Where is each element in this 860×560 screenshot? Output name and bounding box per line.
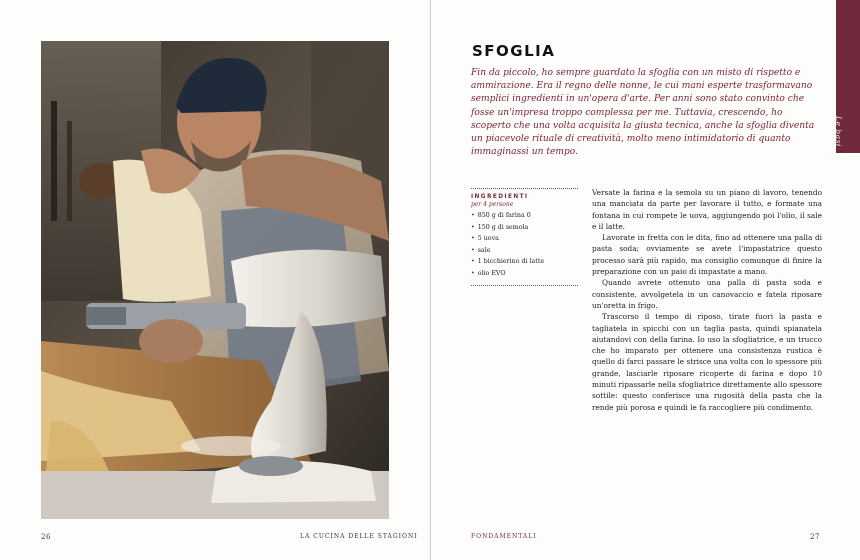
section-tab-label: Le basi — [834, 116, 843, 147]
ingredients-box — [471, 188, 578, 286]
photo-illustration — [41, 41, 389, 519]
method-paragraph: Quando avrete ottenuto una palla di pasta soda e consistente, avvolgetela in un canovaccio e fatela riposare un'oretta in frigo. — [592, 278, 822, 310]
method-paragraph: Versate la farina e la semola su un piano di lavoro, tenendo una manciata da parte per lavorare il tutto, e formate una fontana in cui rompete le uova, aggiungendo poi l'olio, il sale e il latte. — [592, 188, 822, 231]
left-running-title: LA CUCINA DELLE STAGIONI — [300, 533, 418, 540]
pasta-photo — [41, 41, 389, 519]
ingredient-item: • 1 bicchierino di latte — [471, 256, 578, 268]
ingredients-list — [471, 210, 578, 280]
ingredient-item: • 150 g di semola — [471, 222, 578, 234]
recipe-heading: SFOGLIA — [472, 42, 556, 60]
right-section-title: FONDAMENTALI — [471, 533, 537, 540]
ingredients-title: INGREDIENTI — [471, 194, 529, 200]
method-paragraph: Trascorso il tempo di riposo, tirate fuori la pasta e tagliatela in spicchi con un taglia pasta, quindi spianatela aiutandovi con della farina. Io uso la sfogliatrice, e un trucco che ho imparato per ottenere una consistenza rustica è quello di farci passare le strisce una volta con lo spessore più grande, lasciarle riposare ricoperte di farina e dopo 10 minuti ripassarle nella sfogliatrice direttamente allo spessore sottile: questo conferisce una rugosità della pasta che la rende più porosa e quindi le fa raccogliere più condimento. — [592, 312, 822, 412]
recipe-intro: Fin da piccolo, ho sempre guardato la sfoglia con un misto di rispetto e ammirazione. Era il regno delle nonne, le cui mani esperte trasformavano semplici ingredienti in un'opera d'arte. Per anni sono stato convinto che fosse un'impresa troppo complessa per me. Tuttavia, crescendo, ho scoperto che una volta acquisita la giusta tecnica, anche la sfoglia diventa un piacevole rituale di creatività, molto meno intimidatorio di quanto immaginassi un tempo. — [471, 68, 815, 158]
ingredient-item: • sale — [471, 245, 578, 257]
ingredients-servings: per 4 persone — [471, 201, 514, 208]
ingredient-item: • 850 g di farina 0 — [471, 210, 578, 222]
left-page-number: 26 — [41, 533, 51, 541]
ingredient-item: • olio EVO — [471, 268, 578, 280]
ingredient-item: • 5 uova — [471, 233, 578, 245]
right-page-number: 27 — [810, 533, 820, 541]
method-paragraph: Lavorate in fretta con le dita, fino ad ottenere una palla di pasta soda; ovviamente se avete l'impastatrice questo processo sarà più rapido, ma consiglio comunque di finire la preparazione con un paio di impastate a mano. — [592, 233, 822, 277]
recipe-method — [592, 187, 822, 413]
